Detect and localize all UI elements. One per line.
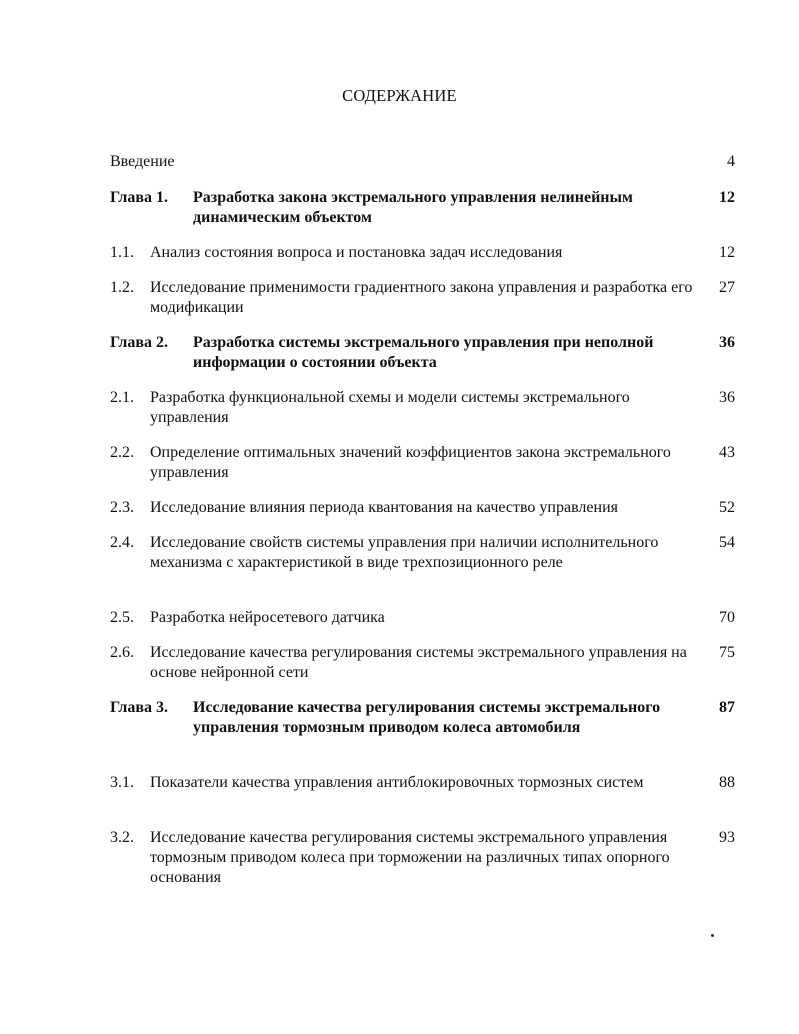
toc-entry-title: Исследование влияния периода квантования на качество управления: [150, 499, 618, 516]
toc-entry-page: 36: [719, 334, 735, 351]
toc-entry-page: 70: [719, 609, 735, 626]
toc-entry-page: 93: [719, 829, 735, 846]
toc-entry-title: Разработка закона экстремального управления нелинейным динамическим объектом: [193, 189, 633, 226]
toc-entry-number: 3.1.: [110, 774, 134, 791]
toc-entry-page: 43: [719, 444, 735, 461]
toc-entry-number: 2.3.: [110, 499, 134, 516]
toc-entry-title: Определение оптимальных значений коэффициентов закона экстремального управления: [150, 444, 671, 481]
toc-entry-title: Исследование применимости градиентного закона управления и разработка его модификации: [150, 279, 693, 316]
toc-entry-number: 2.4.: [110, 534, 134, 551]
toc-entry-number: Глава 2.: [110, 334, 168, 351]
toc-entry-page: 54: [719, 534, 735, 551]
toc-entry-page: 88: [719, 774, 735, 791]
toc-entry-number: 1.1.: [110, 244, 134, 261]
page-title: СОДЕРЖАНИЕ: [342, 86, 457, 105]
toc-entry-page: 36: [719, 389, 735, 406]
toc-entry-title: Показатели качества управления антиблокировочных тормозных систем: [150, 774, 644, 791]
toc-entry-page: 75: [719, 644, 735, 661]
toc-entry-title: Введение: [110, 153, 175, 170]
toc-entry-number: 2.1.: [110, 389, 134, 406]
toc-entry-number: 2.2.: [110, 444, 134, 461]
toc-entry-number: Глава 3.: [110, 699, 168, 716]
toc-entry-page: 87: [719, 699, 735, 716]
toc-entry-title: Анализ состояния вопроса и постановка задач исследования: [150, 244, 563, 261]
toc-entry-title: Разработка нейросетевого датчика: [150, 609, 385, 626]
toc-entry-title: Исследование качества регулирования системы экстремального управления тормозным приводом колеса автомобиля: [193, 699, 661, 736]
toc-entry-title: Исследование свойств системы управления при наличии исполнительного механизма с характеристикой в виде трехпозиционного реле: [150, 534, 659, 571]
toc-entry-number: 1.2.: [110, 279, 134, 296]
toc-entry-title: Разработка функциональной схемы и модели системы экстремального управления: [150, 389, 630, 426]
toc-entry-page: 27: [719, 279, 735, 296]
toc-entry-number: 3.2.: [110, 829, 134, 846]
toc-entry-page: 12: [719, 189, 735, 206]
toc-entry-page: 12: [719, 244, 735, 261]
toc-entry-title: Исследование качества регулирования системы экстремального управления на основе нейронной сети: [150, 644, 687, 681]
toc-entry-title: Разработка системы экстремального управления при неполной информации о состоянии объекта: [193, 334, 654, 371]
toc-entry-number: Глава 1.: [110, 189, 168, 206]
toc-entry-title: Исследование качества регулирования системы экстремального управления тормозным приводом колеса при торможении на различных типах опорного основания: [150, 829, 670, 886]
toc-entry-page: 52: [719, 499, 735, 516]
scan-speck: [711, 934, 714, 937]
toc-entry-page: 4: [727, 153, 735, 170]
toc-entry-number: 2.5.: [110, 609, 134, 626]
toc-entry-number: 2.6.: [110, 644, 134, 661]
